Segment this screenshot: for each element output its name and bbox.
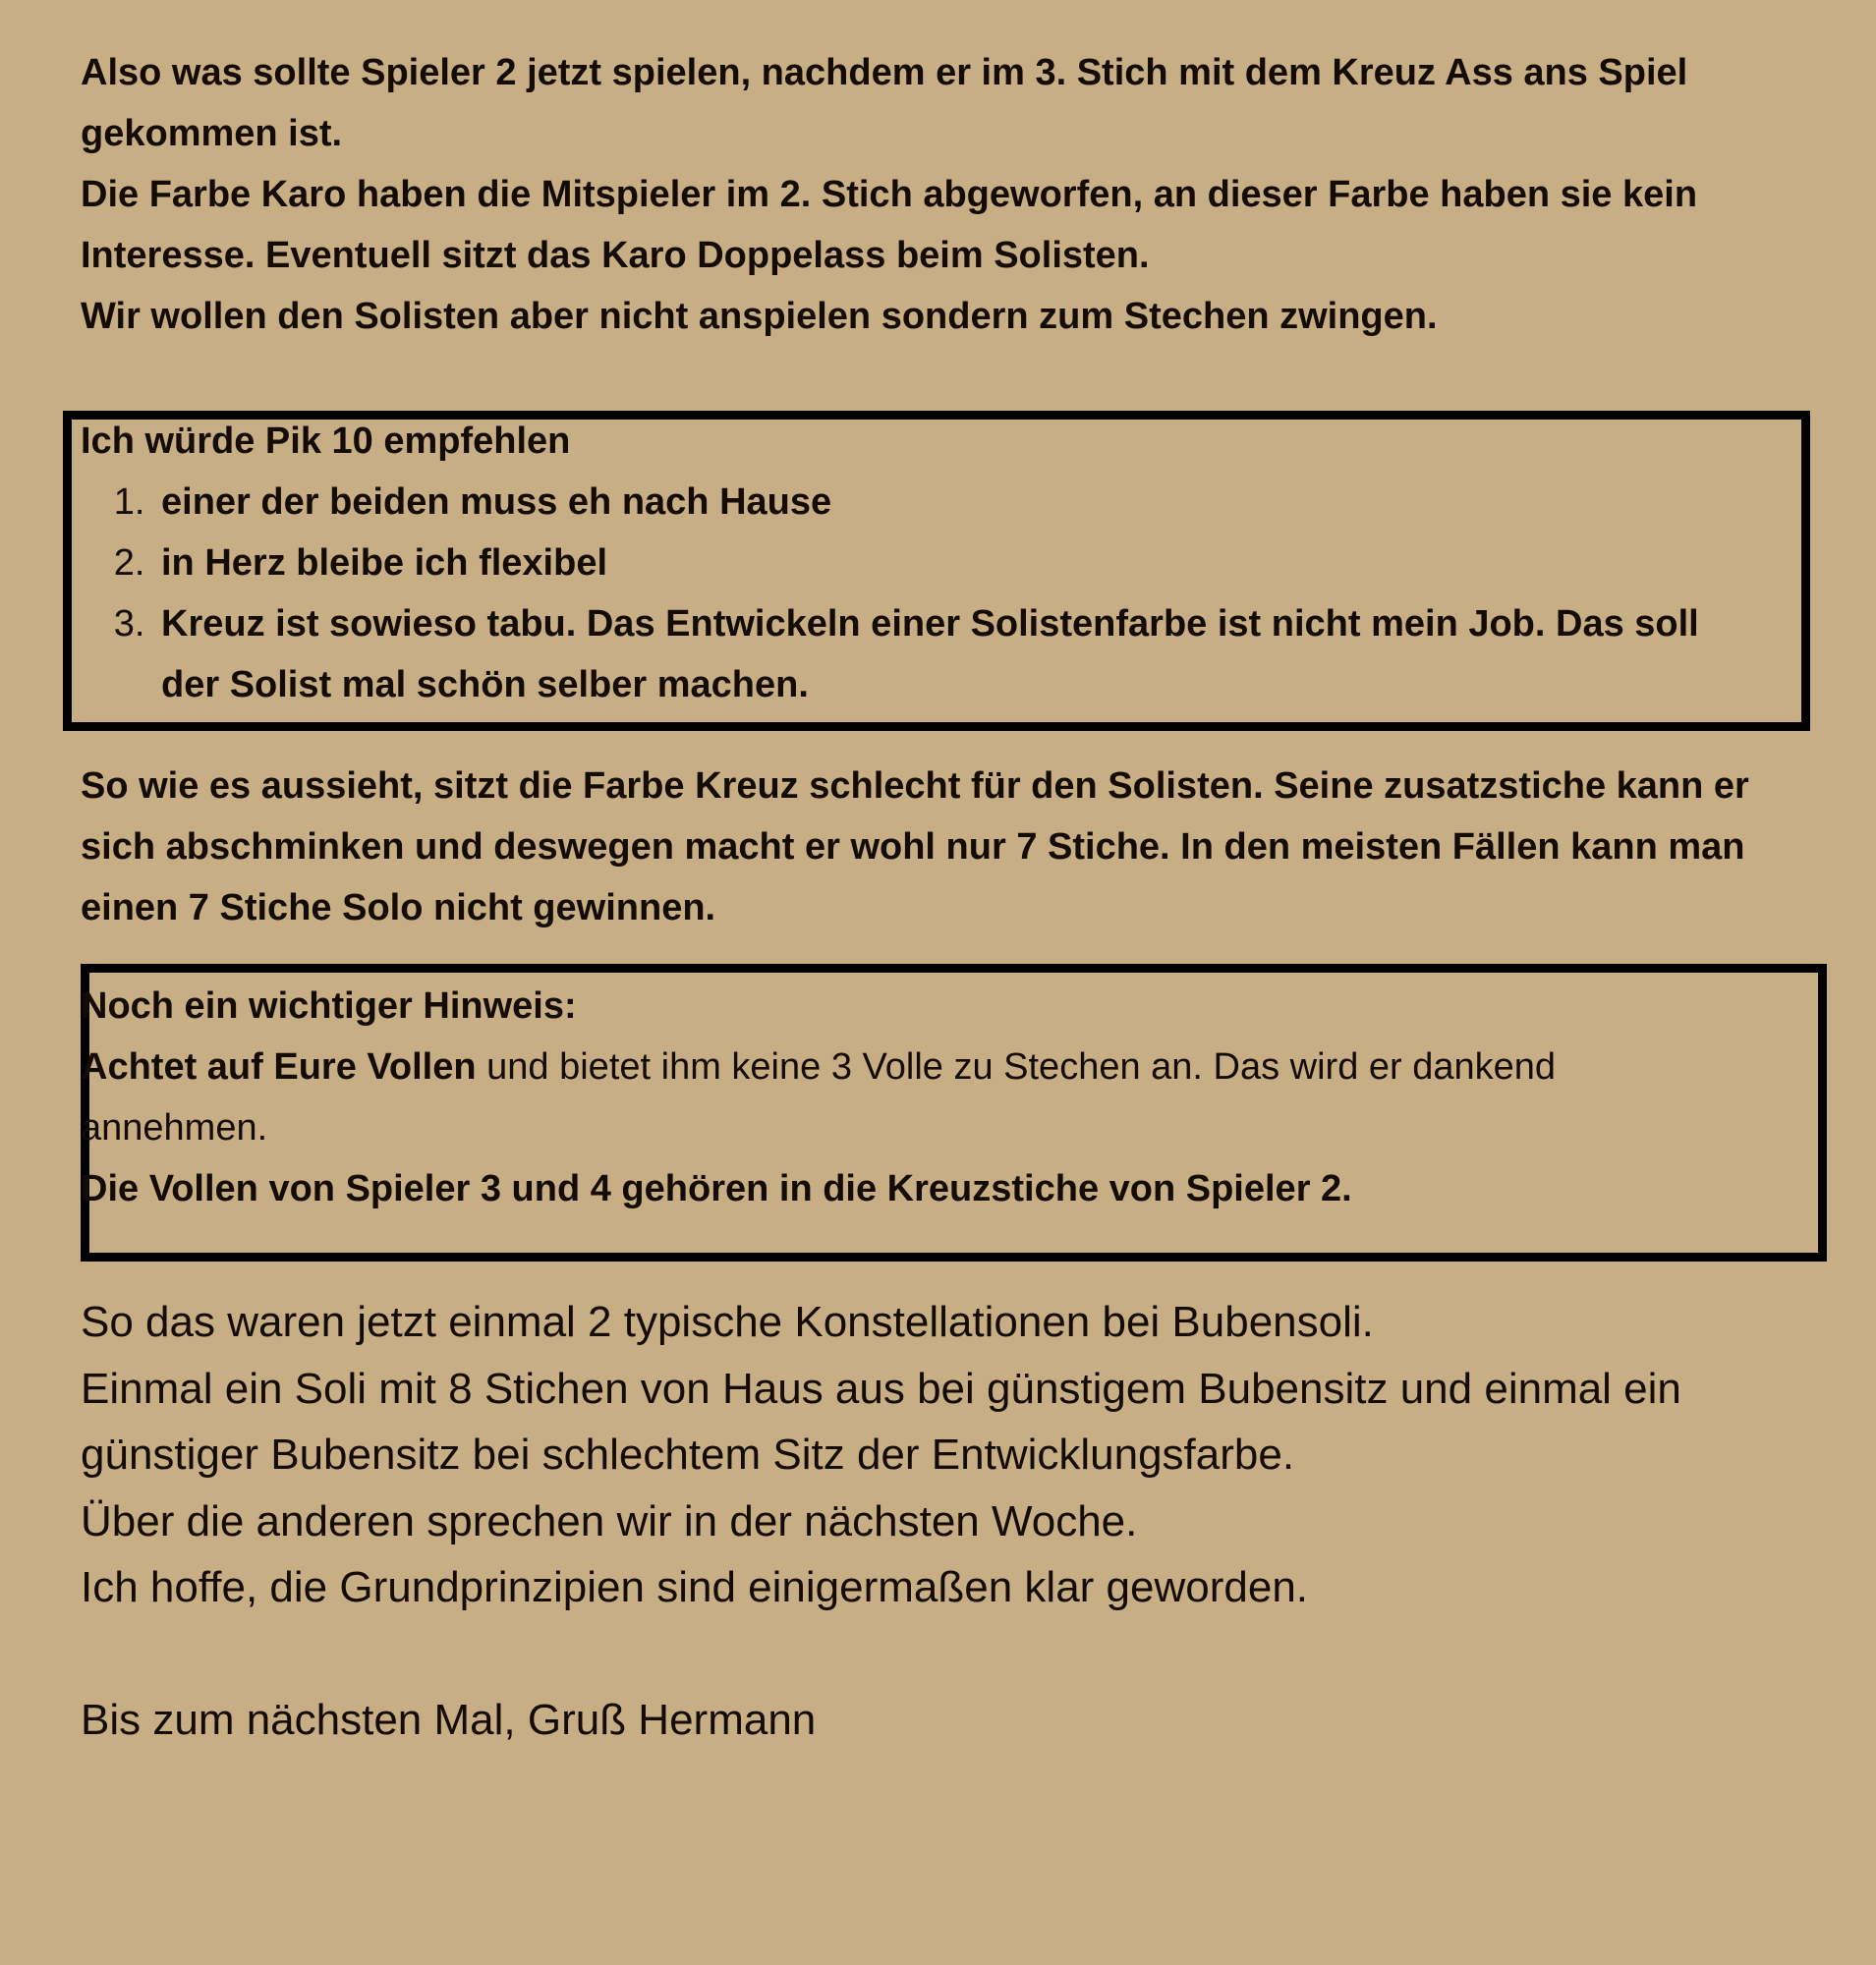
hint-final: Die Vollen von Spieler 3 und 4 gehören in die Kreuzstiche von Spieler 2. <box>81 1168 1352 1209</box>
analysis-paragraph: So wie es aussieht, sitzt die Farbe Kreuz schlecht für den Solisten. Seine zusatzstiche kann er sich abschminken und deswegen macht er wohl nur 7 Stiche. In den meisten Fällen kann man einen 7 Stiche Solo nicht gewinnen. <box>81 765 1749 928</box>
hint-rest: und bietet ihm keine 3 Volle zu Stechen an. Das wird er dankend annehmen. <box>81 1046 1557 1149</box>
hint-title: Noch ein wichtiger Hinweis: <box>81 985 577 1027</box>
hint <box>81 976 1751 1219</box>
closing-line: So das waren jetzt einmal 2 typische Konstellationen bei Bubensoli. <box>81 1298 1374 1346</box>
intro-line: Wir wollen den Solisten aber nicht anspielen sondern zum Stechen zwingen. <box>81 296 1438 337</box>
intro-line: Also was sollte Spieler 2 jetzt spielen, nachdem er im 3. Stich mit dem Kreuz Ass ans Spiel gekommen ist. <box>81 52 1688 154</box>
recommendation-list <box>81 472 1751 715</box>
closing-line: Einmal ein Soli mit 8 Stichen von Haus aus bei günstigem Bubensitz und einmal ein günstiger Bubensitz bei schlechtem Sitz der Entwicklungsfarbe. <box>81 1364 1681 1479</box>
list-item: 1. einer der beiden muss eh nach Hause <box>155 472 1751 533</box>
closing-line: Über die anderen sprechen wir in der nächsten Woche. <box>81 1496 1138 1545</box>
list-item: 2. in Herz bleibe ich flexibel <box>155 533 1751 593</box>
intro-line: Die Farbe Karo haben die Mitspieler im 2. Stich abgeworfen, an dieser Farbe haben sie kein Interesse. Eventuell sitzt das Karo Doppelass beim Solisten. <box>81 174 1698 276</box>
hint-text <box>81 1037 1751 1158</box>
recommendation-title: Ich würde Pik 10 empfehlen <box>81 421 571 462</box>
closing-line: Ich hoffe, die Grundprinzipien sind einigermaßen klar geworden. <box>81 1563 1309 1611</box>
closing-paragraph <box>81 1289 1810 1754</box>
intro-paragraph <box>81 42 1751 347</box>
hint-bold-lead: Achtet auf Eure Vollen <box>81 1046 477 1088</box>
recommendation <box>81 411 1751 715</box>
signoff: Bis zum nächsten Mal, Gruß Hermann <box>81 1696 817 1744</box>
list-item: 3. Kreuz ist sowieso tabu. Das Entwickeln einer Solistenfarbe ist nicht mein Job. Das soll der Solist mal schön selber machen. <box>155 593 1751 715</box>
